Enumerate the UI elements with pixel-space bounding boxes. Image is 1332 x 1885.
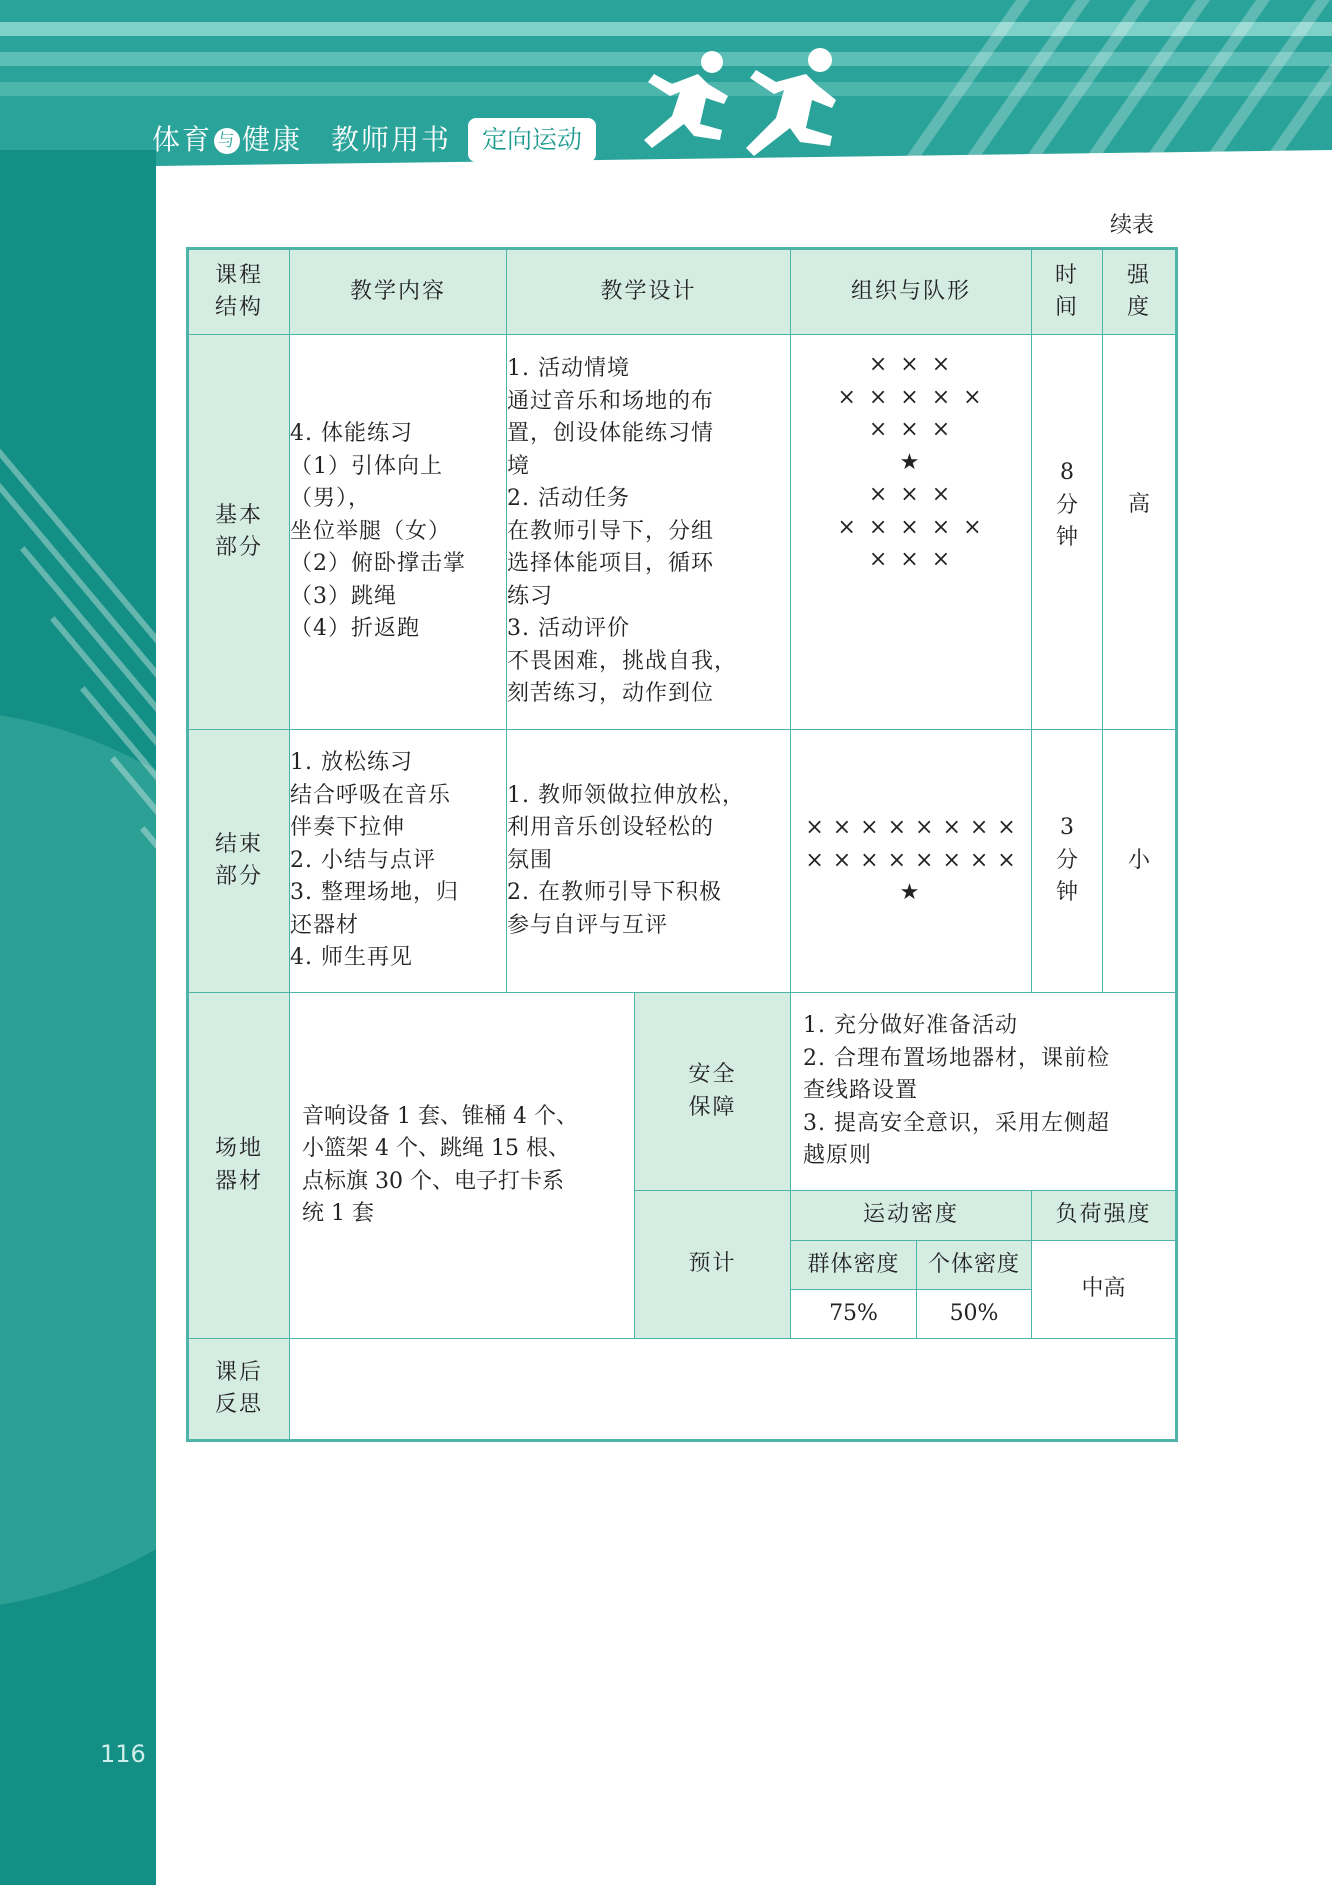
row-label-venue: 场地 器材 — [188, 993, 290, 1339]
table-row-venue-safety — [188, 993, 1177, 1191]
basic-formation: × × × × × × × × × × × ★ × × × × × × × × × × × — [791, 335, 1032, 730]
runner-icon — [720, 40, 850, 170]
reflection-content — [290, 1339, 1177, 1441]
table-row-basic — [188, 335, 1177, 730]
basic-time: 8 分 钟 — [1032, 335, 1103, 730]
ending-formation: × × × × × × × × × × × × × × × × ★ — [791, 730, 1032, 993]
safety-label: 安全 保障 — [635, 993, 791, 1191]
page-number: 116 — [100, 1740, 146, 1768]
header-organization: 组织与队形 — [791, 249, 1032, 335]
individual-density-value: 50% — [949, 1301, 999, 1326]
header-time: 时 间 — [1032, 249, 1103, 335]
table-row-ending — [188, 730, 1177, 993]
side-circle — [0, 710, 156, 1610]
book-title — [152, 118, 451, 158]
load-value: 中高 — [1032, 1241, 1177, 1339]
table-row-reflection — [188, 1339, 1177, 1441]
density-label: 运动密度 — [791, 1191, 1032, 1241]
group-density-value: 75% — [829, 1301, 878, 1326]
ending-time: 3 分 钟 — [1032, 730, 1103, 993]
group-density-cell — [791, 1241, 917, 1339]
ending-intensity: 小 — [1103, 730, 1177, 993]
header-design: 教学设计 — [507, 249, 791, 335]
book-title-part2: 健康 — [242, 123, 303, 156]
basic-content: 4. 体能练习 （1）引体向上 （男）， 坐位举腿（女） （2）俯卧撑击掌 （3）跳绳 （4）折返跑 — [290, 335, 507, 730]
continued-label: 续表 — [1110, 213, 1155, 238]
chapter-tag: 定向运动 — [468, 118, 596, 162]
ending-design: 1. 教师领做拉伸放松， 利用音乐创设轻松的 氛围 2. 在教师引导下积极 参与自评与互评 — [507, 730, 791, 993]
basic-intensity: 高 — [1103, 335, 1177, 730]
basic-design: 1. 活动情境 通过音乐和场地的布 置，创设体能练习情 境 2. 活动任务 在教师引导下，分组 选择体能项目，循环 练习 3. 活动评价 不畏困难，挑战自我， 刻苦练习，动作到位 — [507, 335, 791, 730]
venue-equipment: 音响设备 1 套、锥桶 4 个、 小篮架 4 个、跳绳 15 根、 点标旗 30 个、电子打卡系 统 1 套 — [290, 993, 635, 1339]
row-label-basic: 基本 部分 — [188, 335, 290, 730]
title-connector-badge: 与 — [214, 128, 240, 154]
header-intensity: 强 度 — [1103, 249, 1177, 335]
table-header-row — [188, 249, 1177, 335]
individual-density-label: 个体密度 — [917, 1241, 1031, 1290]
header-content: 教学内容 — [290, 249, 507, 335]
row-label-ending: 结束 部分 — [188, 730, 290, 993]
ending-content: 1. 放松练习 结合呼吸在音乐 伴奏下拉伸 2. 小结与点评 3. 整理场地，归 还器材 4. 师生再见 — [290, 730, 507, 993]
group-density-label: 群体密度 — [791, 1241, 916, 1290]
forecast-label: 预计 — [635, 1191, 791, 1339]
book-title-part3: 教师用书 — [330, 123, 451, 156]
individual-density-cell — [917, 1241, 1032, 1339]
lesson-plan-table — [186, 247, 1178, 1442]
safety-measures: 1. 充分做好准备活动 2. 合理布置场地器材，课前检 查线路设置 3. 提高安全意识，采用左侧超 越原则 — [791, 993, 1177, 1191]
header-structure: 课程 结构 — [188, 249, 290, 335]
load-label: 负荷强度 — [1032, 1191, 1177, 1241]
side-band — [0, 150, 156, 1885]
row-label-reflection: 课后 反思 — [188, 1339, 290, 1441]
book-title-part1: 体育 — [152, 123, 213, 156]
